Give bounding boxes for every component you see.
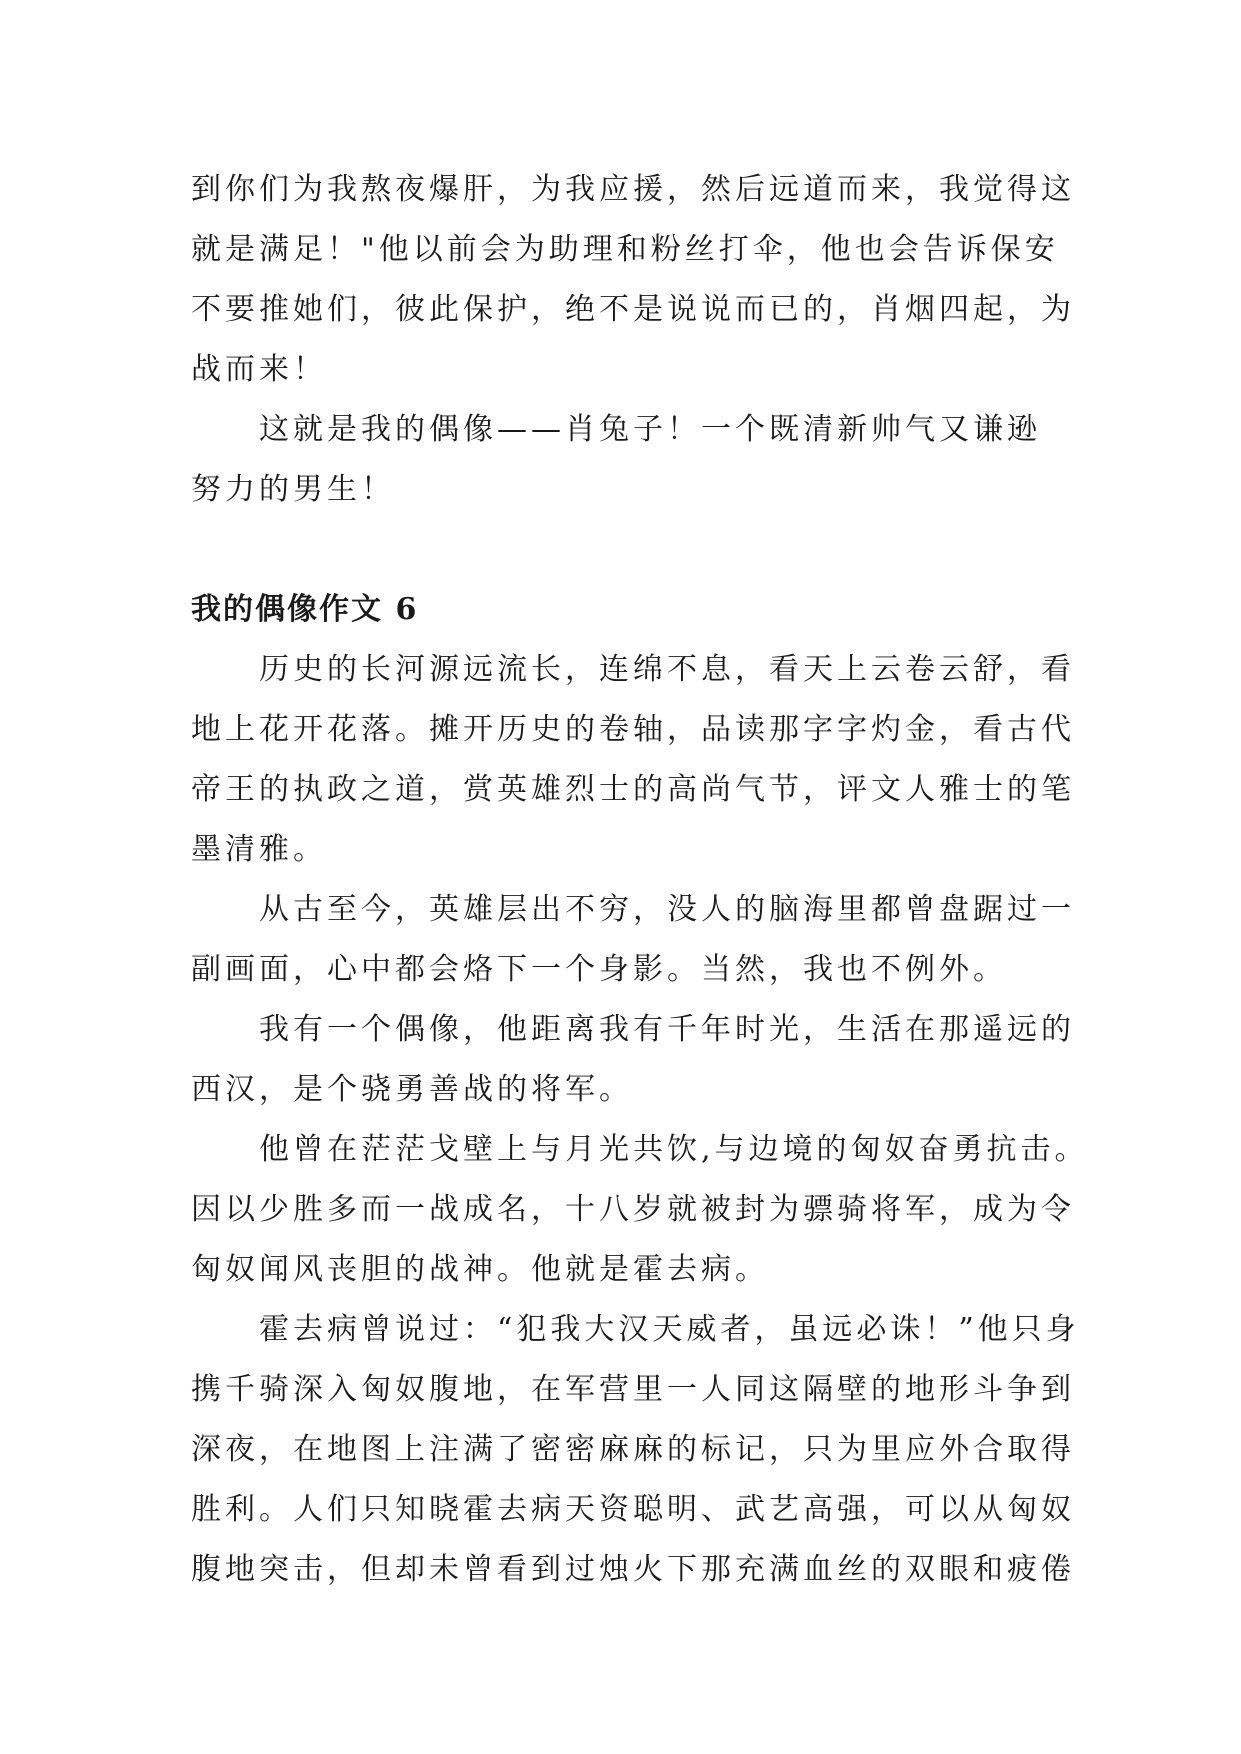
text-line: 战而来！: [191, 352, 327, 387]
text-line: 不要推她们，彼此保护，绝不是说说而已的，肖烟四起，为: [191, 292, 1075, 327]
paragraph-5: [191, 1300, 1080, 1600]
text-line: 副画面，心中都会烙下一个身影。当然，我也不例外。: [191, 952, 1007, 987]
text-line: 我有一个偶像，他距离我有千年时光，生活在那遥远的: [259, 1012, 1075, 1047]
text-line: 深夜，在地图上注满了密密麻麻的标记，只为里应外合取得: [191, 1432, 1075, 1467]
text-line: 他曾在茫茫戈壁上与月光共饮,与边境的匈奴奋勇抗击。: [259, 1132, 1089, 1167]
text-line: 墨清雅。: [191, 832, 327, 867]
document-page: [191, 160, 1089, 1600]
text-line: 历史的长河源远流长，连绵不息，看天上云卷云舒，看: [259, 652, 1075, 687]
text-line: 腹地突击，但却未曾看到过烛火下那充满血丝的双眼和疲倦: [191, 1552, 1075, 1587]
text-line: 从古至今，英雄层出不穷，没人的脑海里都曾盘踞过一: [259, 892, 1075, 927]
text-line: 西汉，是个骁勇善战的将军。: [191, 1072, 633, 1107]
continued-paragraph: [191, 160, 1075, 400]
paragraph-2: [191, 880, 1075, 1000]
text-line: 就是满足！"他以前会为助理和粉丝打伞，他也会告诉保安: [191, 232, 1059, 267]
text-line: 到你们为我熬夜爆肝，为我应援，然后远道而来，我觉得这: [191, 172, 1075, 207]
text-line: 地上花开花落。摊开历史的卷轴，品读那字字灼金，看古代: [191, 712, 1075, 747]
text-line: 因以少胜多而一战成名，十八岁就被封为骠骑将军，成为令: [191, 1192, 1075, 1227]
text-line: 携千骑深入匈奴腹地，在军营里一人同这隔壁的地形斗争到: [191, 1372, 1075, 1407]
text-line: 努力的男生！: [191, 472, 395, 507]
text-line: 这就是我的偶像——肖兔子！一个既清新帅气又谦逊: [259, 412, 1041, 447]
text-line: 帝王的执政之道，赏英雄烈士的高尚气节，评文人雅士的笔: [191, 772, 1075, 807]
text-line: 霍去病曾说过：“犯我大汉天威者，虽远必诛！”他只身: [259, 1312, 1080, 1347]
text-line: 胜利。人们只知晓霍去病天资聪明、武艺高强，可以从匈奴: [191, 1492, 1075, 1527]
paragraph-3: [191, 1000, 1075, 1120]
closing-paragraph: [191, 400, 1053, 520]
section-title: 我的偶像作文 6: [191, 592, 419, 627]
paragraph-1: [191, 640, 1075, 880]
paragraph-4: [191, 1120, 1089, 1300]
text-line: 匈奴闻风丧胆的战神。他就是霍去病。: [191, 1252, 769, 1287]
section-gap: [191, 520, 1053, 580]
